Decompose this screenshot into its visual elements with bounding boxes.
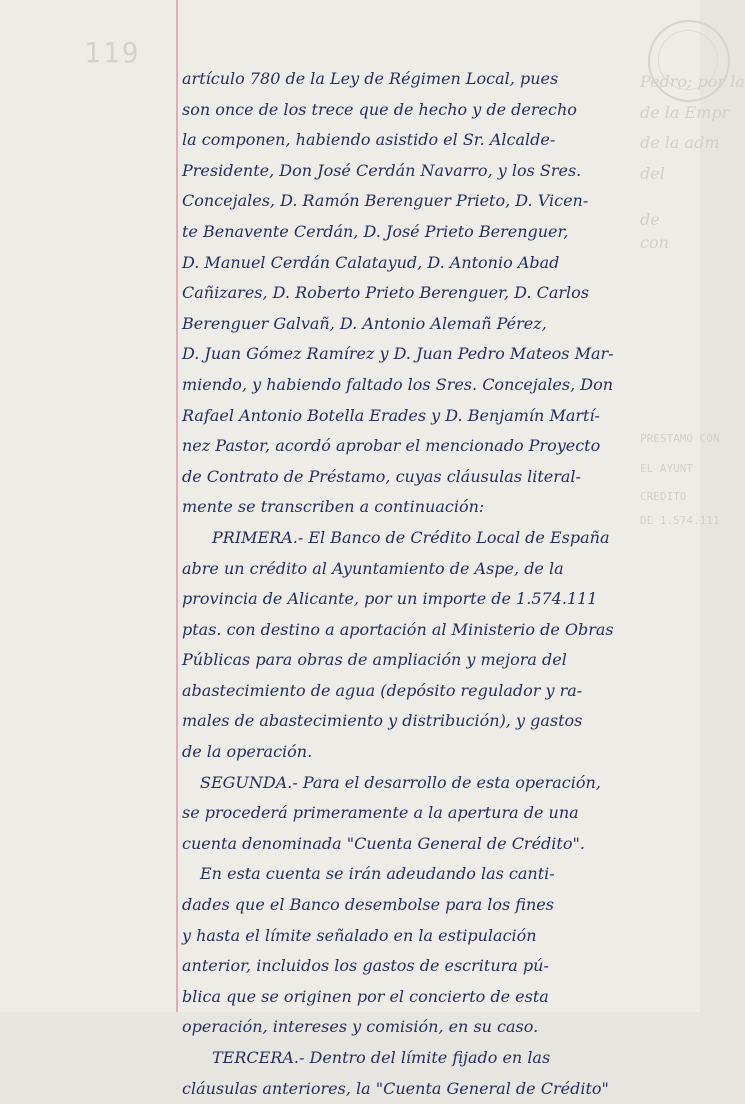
margin-rule xyxy=(176,0,178,1012)
text-line: Rafael Antonio Botella Erades y D. Benjamín Martí- xyxy=(182,405,600,425)
text-line: Concejales, D. Ramón Berenguer Prieto, D. Vicen- xyxy=(182,191,589,211)
bleed-through-text: de la adm xyxy=(640,133,720,152)
page-number: 119 xyxy=(84,36,141,69)
text-line: Berenguer Galvañ, D. Antonio Alemañ Pérez, xyxy=(182,313,547,333)
text-line: provincia de Alicante, por un importe de 1.574.111 xyxy=(182,589,598,609)
text-line: abastecimiento de agua (depósito regulador y ra- xyxy=(182,680,583,700)
text-line: abre un crédito al Ayuntamiento de Aspe, de la xyxy=(182,558,564,578)
text-line: son once de los trece que de hecho y de derecho xyxy=(182,99,577,119)
text-line: Cañizares, D. Roberto Prieto Berenguer, D. Carlos xyxy=(182,283,589,303)
text-line: operación, intereses y comisión, en su caso. xyxy=(182,1017,539,1037)
text-line: Públicas para obras de ampliación y mejora del xyxy=(182,650,567,670)
bleed-through-text: DE 1.574.111 xyxy=(640,514,720,527)
text-line: Presidente, Don José Cerdán Navarro, y los Sres. xyxy=(182,160,582,180)
clause-primera-heading-line: PRIMERA.- El Banco de Crédito Local de España xyxy=(212,527,610,547)
bleed-through-text: EL AYUNT xyxy=(640,462,693,475)
text-line: cuenta denominada "Cuenta General de Crédito". xyxy=(182,833,585,853)
text-line: nez Pastor, acordó aprobar el mencionado Proyecto xyxy=(182,436,601,456)
text-line: D. Juan Gómez Ramírez y D. Juan Pedro Mateos Mar- xyxy=(182,344,614,364)
handwritten-minutes-text xyxy=(182,64,682,1104)
text-line: anterior, incluidos los gastos de escritura pú- xyxy=(182,956,549,976)
text-line: miendo, y habiendo faltado los Sres. Concejales, Don xyxy=(182,374,614,394)
bleed-through-text: Pedro; por la xyxy=(640,72,745,91)
text-line: ptas. con destino a aportación al Ministerio de Obras xyxy=(182,619,614,639)
text-line: En esta cuenta se irán adeudando las canti- xyxy=(200,864,555,884)
text-line: cláusulas anteriores, la "Cuenta General de Crédito" xyxy=(182,1078,609,1098)
text-line: la componen, habiendo asistido el Sr. Alcalde- xyxy=(182,130,556,150)
clause-segunda-heading-line: SEGUNDA.- Para el desarrollo de esta operación, xyxy=(200,772,601,792)
text-line: blica que se originen por el concierto de esta xyxy=(182,986,549,1006)
bleed-through-text: PRESTAMO CON xyxy=(640,432,720,445)
bleed-through-text: de xyxy=(640,210,660,229)
bleed-through-text: con xyxy=(640,233,669,252)
bleed-through-text: CREDITO xyxy=(640,490,687,503)
bleed-through-text: del xyxy=(640,164,665,183)
text-line: te Benavente Cerdán, D. José Prieto Berenguer, xyxy=(182,221,569,241)
text-line: y hasta el límite señalado en la estipulación xyxy=(182,925,537,945)
text-line: se procederá primeramente a la apertura de una xyxy=(182,803,579,823)
bleed-through-text: de la Empr xyxy=(640,103,730,122)
clause-tercera-heading-line: TERCERA.- Dentro del límite fijado en las xyxy=(212,1048,551,1067)
text-line: D. Manuel Cerdán Calatayud, D. Antonio Abad xyxy=(182,252,560,272)
text-line: de Contrato de Préstamo, cuyas cláusulas literal- xyxy=(182,466,581,486)
text-line: artículo 780 de la Ley de Régimen Local, pues xyxy=(182,69,559,88)
text-line: mente se transcriben a continuación: xyxy=(182,497,485,517)
text-line: de la operación. xyxy=(182,742,313,762)
text-line: males de abastecimiento y distribución), y gastos xyxy=(182,711,583,731)
text-line: dades que el Banco desembolse para los fines xyxy=(182,895,554,915)
